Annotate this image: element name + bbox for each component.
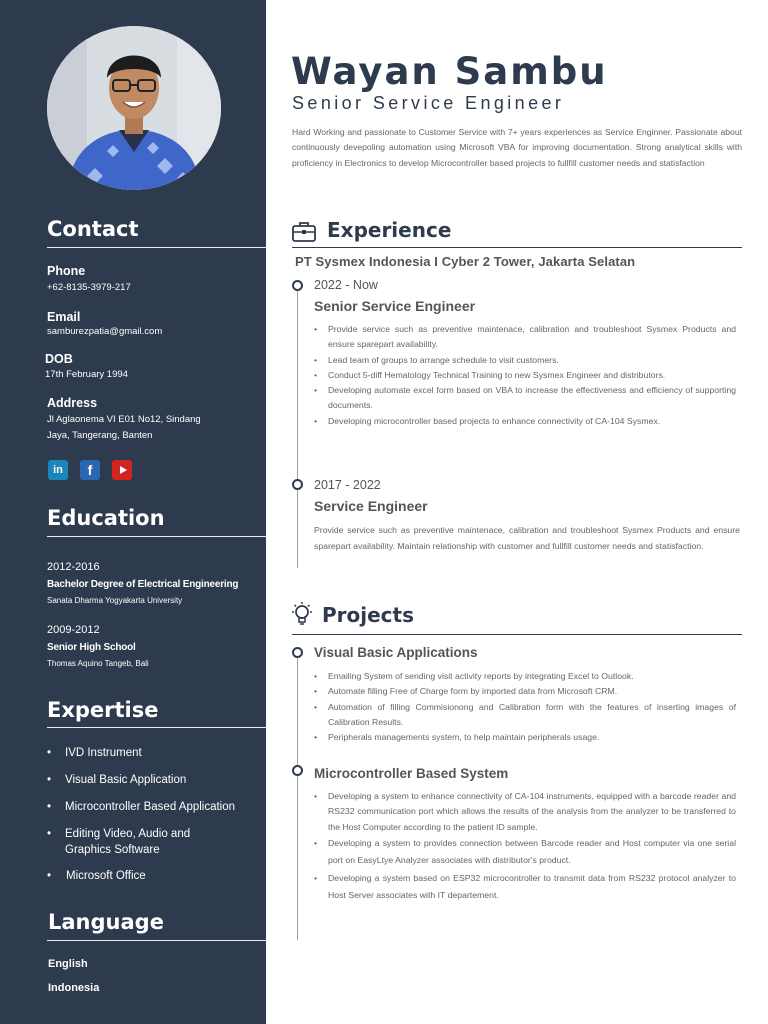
email-label: Email xyxy=(47,310,81,324)
list-item: • Developing microcontroller based projects to enhance connectivity of CA-104 Sysmex. xyxy=(314,414,736,429)
list-item: • Developing a system to enhance connectivity of CA-104 instruments, equipped with a barcode reader and RS232 communication port which allows the results of the analysis from the analyzer to be transferred to the Host Computer according to the patient ID sample. xyxy=(314,789,736,835)
email-value[interactable]: samburezpatia@gmail.com xyxy=(47,326,163,337)
phone-value: +62-8135-3979-217 xyxy=(47,282,131,293)
dob-value: 17th February 1994 xyxy=(45,369,128,380)
expertise-item: • IVD Instrument xyxy=(47,745,247,761)
project-title: Microcontroller Based System xyxy=(314,766,509,781)
list-item: • Automate filling Free of Charge form by imported data from Microsoft CRM. xyxy=(314,684,736,699)
job-period: 2022 - Now xyxy=(314,278,378,292)
education-years: 2009-2012 xyxy=(47,624,100,636)
timeline-dot xyxy=(292,647,303,658)
list-item: • Developing automate excel form based on VBA to increase the effectiveness and efficiency of supporting documents. xyxy=(314,383,736,414)
profile-photo-image xyxy=(47,26,221,190)
timeline-dot xyxy=(292,765,303,776)
list-item: • Provide service such as preventive maintenace, calibration and troubleshoot Sysmex Products and ensure sparepart availability. xyxy=(314,322,736,353)
experience-timeline xyxy=(297,287,298,568)
expertise-divider xyxy=(47,727,266,728)
youtube-icon[interactable] xyxy=(112,460,132,480)
list-item: • Lead team of groups to arrange schedule to visit customers. xyxy=(314,353,736,368)
candidate-name: Wayan Sambu xyxy=(291,50,608,93)
list-item: • Automation of filling Commisionong and Calibration form with the features of inserting images of Calibration Results. xyxy=(314,700,736,731)
experience-heading: Experience xyxy=(327,218,452,242)
profile-photo xyxy=(47,26,221,190)
timeline-dot xyxy=(292,479,303,490)
projects-divider xyxy=(292,634,742,635)
company-name: PT Sysmex Indonesia I Cyber 2 Tower, Jakarta Selatan xyxy=(295,254,636,269)
job-bullets xyxy=(314,322,736,429)
project-bullets xyxy=(314,669,736,745)
dob-label: DOB xyxy=(45,352,73,366)
experience-divider xyxy=(292,247,742,248)
education-years: 2012-2016 xyxy=(47,561,100,573)
profile-summary: Hard Working and passionate to Customer Service with 7+ years experiences as Service Enginner. Passionate about continuously devepoling automation using Microsoft VBA for improving documentation. Strong analytical skills with proficiency in Electronics to develop Microcontroller based projects to fullfill customer needs and statisfaction xyxy=(292,127,742,168)
sidebar xyxy=(0,0,266,1024)
language-heading: Language xyxy=(48,910,164,934)
job-description: Provide service such as preventive maintenace, calibration and troubleshoot Sysmex Products and ensure sparepart availability. Maintain relationship with customer and fullfill customer needs and statisfaction. xyxy=(314,525,740,551)
education-school: Thomas Aquino Tangeb, Bali xyxy=(47,659,149,668)
address-value: Jl Aglaonema VI E01 No12, Sindang Jaya, Tangerang, Banten xyxy=(47,414,201,441)
facebook-icon[interactable]: f xyxy=(80,460,100,480)
expertise-item: • Microsoft Office xyxy=(47,868,247,884)
education-degree: Senior High School xyxy=(47,642,136,653)
list-item: • Peripherals managements system, to help maintain peripherals usage. xyxy=(314,730,736,745)
expertise-heading: Expertise xyxy=(47,698,159,722)
projects-timeline xyxy=(297,654,298,940)
candidate-role: Senior Service Engineer xyxy=(292,93,565,113)
projects-heading: Projects xyxy=(322,603,415,627)
expertise-item: • Visual Basic Application xyxy=(47,772,247,788)
address-label: Address xyxy=(47,396,98,410)
education-divider xyxy=(47,536,266,537)
linkedin-icon[interactable]: in xyxy=(48,460,68,480)
list-item: • Developing a system based on ESP32 microcontroller to transmit data from RS232 protocol analyzer to Host Server associates with IT departement. xyxy=(314,870,736,905)
list-item: • Conduct 5-diff Hematology Technical Training to new Sysmex Engineer and distributors. xyxy=(314,368,736,383)
project-bullets xyxy=(314,789,736,905)
phone-label: Phone xyxy=(47,264,86,278)
job-title: Service Engineer xyxy=(314,498,428,514)
timeline-dot xyxy=(292,280,303,291)
list-item: • Emailing System of sending visit activity reports by integrating Excel to Outlook. xyxy=(314,669,736,684)
project-title: Visual Basic Applications xyxy=(314,645,478,660)
education-school: Sanata Dharma Yogyakarta University xyxy=(47,596,183,605)
contact-divider xyxy=(47,247,266,248)
language-item: Indonesia xyxy=(48,982,100,994)
briefcase-icon xyxy=(291,218,317,244)
job-period: 2017 - 2022 xyxy=(314,478,381,492)
contact-heading: Contact xyxy=(47,217,139,241)
expertise-item: • Editing Video, Audio and Graphics Software xyxy=(47,826,227,858)
expertise-item: • Microcontroller Based Application xyxy=(47,799,247,815)
list-item: • Developing a system to provides connection between Barcode reader and Host computer via one serial port on EasyLtye Analyzer associates with distributor's product. xyxy=(314,835,736,870)
lightbulb-icon xyxy=(289,601,315,627)
education-heading: Education xyxy=(47,506,165,530)
language-divider xyxy=(47,940,266,941)
job-title: Senior Service Engineer xyxy=(314,298,476,314)
education-degree: Bachelor Degree of Electrical Engineering xyxy=(47,579,239,590)
language-item: English xyxy=(48,958,88,970)
